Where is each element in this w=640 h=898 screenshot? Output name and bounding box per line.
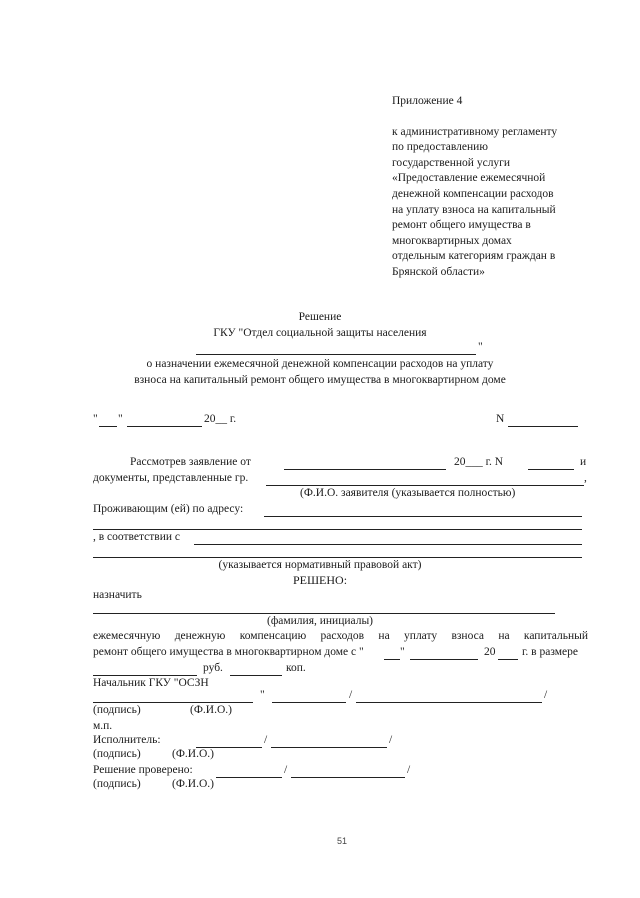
- head-title: Начальник ГКУ "ОСЗН: [93, 677, 209, 689]
- appendix-line: денежной компенсации расходов: [392, 187, 554, 200]
- start-year-blank[interactable]: [498, 659, 518, 660]
- legal-act-blank-2[interactable]: [93, 557, 582, 558]
- fio-label-2: (Ф.И.О.): [172, 748, 214, 760]
- checker-name-blank[interactable]: [291, 777, 405, 778]
- monthly-line-1: [93, 630, 588, 642]
- address-blank-1[interactable]: [264, 516, 582, 517]
- accordance-text: , в соответствии с: [93, 531, 181, 543]
- rub-label: руб.: [203, 662, 223, 674]
- fio-label-1: (Ф.И.О.): [190, 704, 232, 716]
- monthly-year: 20: [484, 646, 496, 658]
- org-name-blank[interactable]: [196, 354, 476, 355]
- date-year: 20__ г.: [204, 413, 237, 425]
- sign-label-3: (подпись): [93, 778, 141, 790]
- kop-label: коп.: [286, 662, 306, 674]
- name-hint: (фамилия, инициалы): [266, 615, 374, 627]
- executor-slash-2: /: [389, 734, 393, 746]
- monthly-amount-label: г. в размере: [522, 646, 578, 658]
- date-month-blank[interactable]: [127, 426, 202, 427]
- checker-slash-2: /: [407, 764, 411, 776]
- considered-and: и: [580, 456, 587, 468]
- head-quote: ": [260, 689, 265, 701]
- residing-text: Проживающим (ей) по адресу:: [93, 503, 244, 515]
- head-slash-1: /: [349, 689, 353, 701]
- documents-text: документы, представленные гр.: [93, 472, 249, 484]
- documents-comma: ,: [584, 472, 587, 484]
- legal-act-blank-1[interactable]: [194, 544, 582, 545]
- fio-label-3: (Ф.И.О.): [172, 778, 214, 790]
- application-date-blank[interactable]: [284, 469, 446, 470]
- number-blank[interactable]: [508, 426, 578, 427]
- number-label: N: [496, 413, 505, 425]
- recipient-name-blank[interactable]: [93, 613, 555, 614]
- executor-name-blank[interactable]: [271, 747, 387, 748]
- executor-label: Исполнитель:: [93, 734, 161, 746]
- appendix-title: Приложение 4: [392, 95, 463, 107]
- head-org-blank[interactable]: [93, 702, 253, 703]
- address-blank-2[interactable]: [93, 529, 582, 530]
- start-month-blank[interactable]: [410, 659, 478, 660]
- appendix-line: к административному регламенту: [392, 125, 558, 138]
- monthly-text-2b: ": [400, 646, 405, 658]
- appendix-line: по предоставлению: [392, 141, 488, 154]
- appendix-line: ремонт общего имущества в: [392, 219, 531, 232]
- executor-slash-1: /: [264, 734, 268, 746]
- head-name-blank[interactable]: [356, 702, 542, 703]
- subject-line-2: взноса на капитальный ремонт общего имущества в многоквартирном доме: [134, 374, 506, 386]
- monthly-text-1: ежемесячную денежную компенсацию расходов на уплату взноса на капитальный: [93, 630, 588, 642]
- sign-label-1: (подпись): [93, 704, 141, 716]
- decided-heading: РЕШЕНО:: [292, 573, 348, 587]
- kopecks-blank[interactable]: [230, 675, 282, 676]
- fio-hint: (Ф.И.О. заявителя (указывается полностью): [300, 487, 516, 499]
- appendix-line: государственной услуги: [392, 156, 511, 169]
- applicant-name-blank[interactable]: [266, 485, 584, 486]
- date-day-blank[interactable]: [99, 426, 117, 427]
- checker-slash-1: /: [284, 764, 288, 776]
- appendix-line: «Предоставление ежемесячной: [392, 172, 546, 185]
- assign-text: назначить: [93, 589, 142, 601]
- appendix-line: многоквартирных домах: [392, 234, 512, 247]
- date-quote-close: ": [118, 413, 123, 425]
- considered-text: Рассмотрев заявление от: [130, 456, 251, 468]
- checker-signature-blank[interactable]: [216, 777, 282, 778]
- org-quote-close: ": [478, 341, 483, 353]
- appendix-line: на уплату взноса на капитальный: [392, 203, 556, 216]
- rubles-blank[interactable]: [93, 675, 197, 676]
- sign-label-2: (подпись): [93, 748, 141, 760]
- date-quote-open: ": [93, 413, 98, 425]
- decision-title: Решение: [298, 311, 342, 323]
- act-hint: (указывается нормативный правовой акт): [218, 559, 422, 571]
- start-day-blank[interactable]: [384, 659, 400, 660]
- appendix-block: [392, 94, 612, 281]
- org-title: ГКУ "Отдел социальной защиты населения: [213, 327, 427, 339]
- seal-label: м.п.: [93, 720, 113, 732]
- page-number: 51: [337, 836, 348, 846]
- considered-year: 20___ г. N: [454, 456, 504, 468]
- monthly-text-2a: ремонт общего имущества в многоквартирном доме с ": [93, 646, 364, 658]
- head-signature-blank[interactable]: [272, 702, 346, 703]
- subject-line-1: о назначении ежемесячной денежной компенсации расходов на уплату: [146, 358, 494, 370]
- appendix-line: Брянской области»: [392, 265, 485, 278]
- appendix-line: отдельным категориям граждан в: [392, 250, 556, 263]
- checked-label: Решение проверено:: [93, 764, 193, 776]
- application-number-blank[interactable]: [528, 469, 574, 470]
- head-slash-2: /: [544, 689, 548, 701]
